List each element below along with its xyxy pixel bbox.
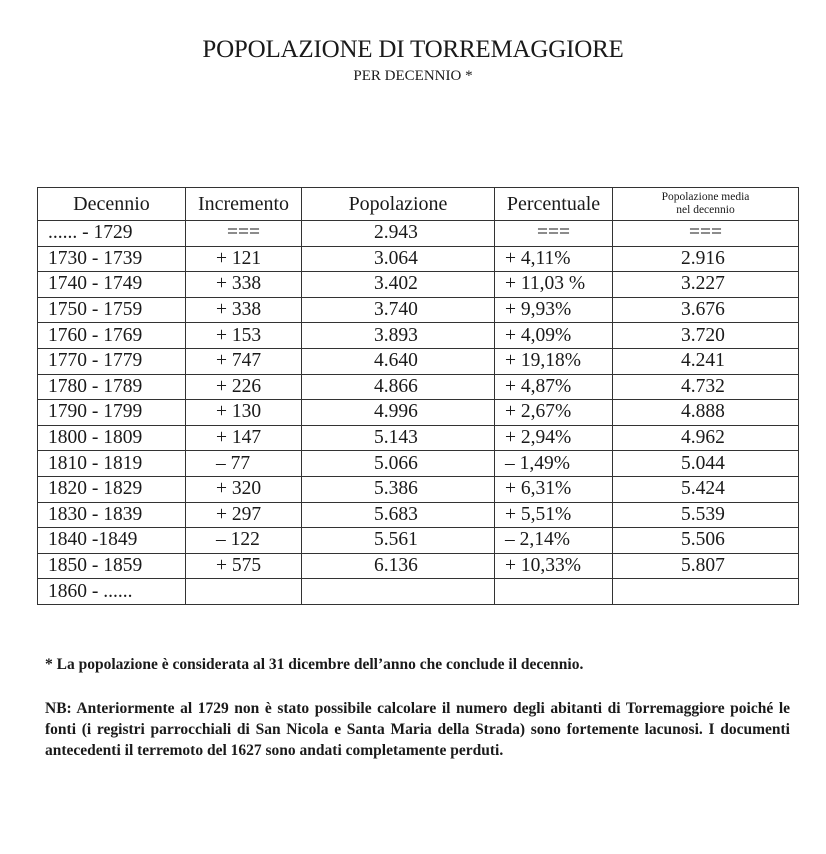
cell-incremento: + 226 [186,374,302,400]
cell-popolazione: 5.066 [302,451,495,477]
cell-percentuale: + 19,18% [495,348,613,374]
table-row [38,451,799,477]
header-popolazione: Popolazione [302,188,495,221]
cell-popolazione-media: 5.506 [613,528,799,554]
header-media-line1: Popolazione media [661,191,750,203]
cell-popolazione: 5.683 [302,502,495,528]
cell-popolazione: 3.740 [302,297,495,323]
table-row [38,221,799,247]
cell-popolazione-media: 4.732 [613,374,799,400]
cell-percentuale [495,579,613,605]
cell-decennio: 1800 - 1809 [38,425,186,451]
cell-popolazione: 3.893 [302,323,495,349]
cell-decennio: 1730 - 1739 [38,246,186,272]
cell-incremento: + 338 [186,297,302,323]
cell-popolazione-media: 4.241 [613,348,799,374]
cell-popolazione: 3.402 [302,272,495,298]
cell-percentuale: + 5,51% [495,502,613,528]
cell-popolazione: 4.996 [302,400,495,426]
cell-decennio: 1740 - 1749 [38,272,186,298]
cell-incremento: === [186,221,302,247]
cell-percentuale: + 9,93% [495,297,613,323]
cell-popolazione-media: 2.916 [613,246,799,272]
table-row [38,374,799,400]
cell-percentuale: + 2,94% [495,425,613,451]
header-popolazione-media [613,188,799,221]
cell-percentuale: === [495,221,613,247]
table-row [38,502,799,528]
cell-decennio: 1850 - 1859 [38,553,186,579]
footnote: * La popolazione è considerata al 31 dicembre dell’anno che conclude il decennio. [45,656,584,673]
population-table [37,187,799,605]
nb-note: NB: Anteriormente al 1729 non è stato possibile calcolare il numero degli abitanti di Torremaggiore poiché le fonti (i registri parrocchiali di San Nicola e Santa Maria della Strada) sono fortemente lacunosi. I documenti antecedenti il terremoto del 1627 sono andati completamente perduti. [45,700,790,759]
cell-decennio: 1780 - 1789 [38,374,186,400]
cell-decennio: 1840 -1849 [38,528,186,554]
cell-percentuale: + 4,87% [495,374,613,400]
cell-decennio: 1760 - 1769 [38,323,186,349]
table-body [38,221,799,605]
header-media-line2: nel decennio [676,204,735,216]
cell-decennio: 1810 - 1819 [38,451,186,477]
cell-incremento: + 153 [186,323,302,349]
cell-popolazione: 5.561 [302,528,495,554]
cell-percentuale: + 2,67% [495,400,613,426]
cell-decennio: 1820 - 1829 [38,476,186,502]
cell-percentuale: – 2,14% [495,528,613,554]
table-row [38,348,799,374]
cell-percentuale: + 6,31% [495,476,613,502]
cell-decennio: 1860 - ...... [38,579,186,605]
cell-decennio: ...... - 1729 [38,221,186,247]
cell-popolazione-media: 5.424 [613,476,799,502]
cell-incremento: + 575 [186,553,302,579]
cell-popolazione: 4.640 [302,348,495,374]
table-row [38,476,799,502]
cell-incremento: + 297 [186,502,302,528]
cell-incremento: – 77 [186,451,302,477]
table-row [38,246,799,272]
cell-incremento: + 121 [186,246,302,272]
page-title: POPOLAZIONE DI TORREMAGGIORE [202,36,624,63]
cell-percentuale: – 1,49% [495,451,613,477]
cell-popolazione: 2.943 [302,221,495,247]
cell-incremento: + 130 [186,400,302,426]
table-row [38,579,799,605]
cell-popolazione-media: 5.044 [613,451,799,477]
cell-decennio: 1770 - 1779 [38,348,186,374]
cell-popolazione: 6.136 [302,553,495,579]
table-row [38,425,799,451]
cell-popolazione: 3.064 [302,246,495,272]
cell-percentuale: + 10,33% [495,553,613,579]
cell-incremento: + 147 [186,425,302,451]
table-header-row [38,188,799,221]
cell-incremento: + 747 [186,348,302,374]
header-incremento: Incremento [186,188,302,221]
cell-popolazione-media: 3.227 [613,272,799,298]
cell-popolazione: 5.386 [302,476,495,502]
cell-decennio: 1750 - 1759 [38,297,186,323]
table-row [38,400,799,426]
table-row [38,553,799,579]
page-subtitle: PER DECENNIO * [353,68,473,84]
cell-incremento: + 338 [186,272,302,298]
cell-popolazione-media: === [613,221,799,247]
cell-popolazione: 4.866 [302,374,495,400]
cell-popolazione-media: 5.807 [613,553,799,579]
cell-popolazione [302,579,495,605]
cell-incremento [186,579,302,605]
cell-percentuale: + 11,03 % [495,272,613,298]
table-row [38,272,799,298]
header-percentuale: Percentuale [495,188,613,221]
cell-popolazione-media: 5.539 [613,502,799,528]
cell-decennio: 1790 - 1799 [38,400,186,426]
cell-popolazione-media: 3.720 [613,323,799,349]
cell-popolazione-media: 4.962 [613,425,799,451]
cell-popolazione-media: 3.676 [613,297,799,323]
table-row [38,528,799,554]
cell-incremento: – 122 [186,528,302,554]
cell-decennio: 1830 - 1839 [38,502,186,528]
cell-popolazione-media [613,579,799,605]
cell-percentuale: + 4,09% [495,323,613,349]
cell-incremento: + 320 [186,476,302,502]
table-row [38,323,799,349]
cell-popolazione-media: 4.888 [613,400,799,426]
cell-percentuale: + 4,11% [495,246,613,272]
cell-popolazione: 5.143 [302,425,495,451]
table-row [38,297,799,323]
header-decennio: Decennio [38,188,186,221]
